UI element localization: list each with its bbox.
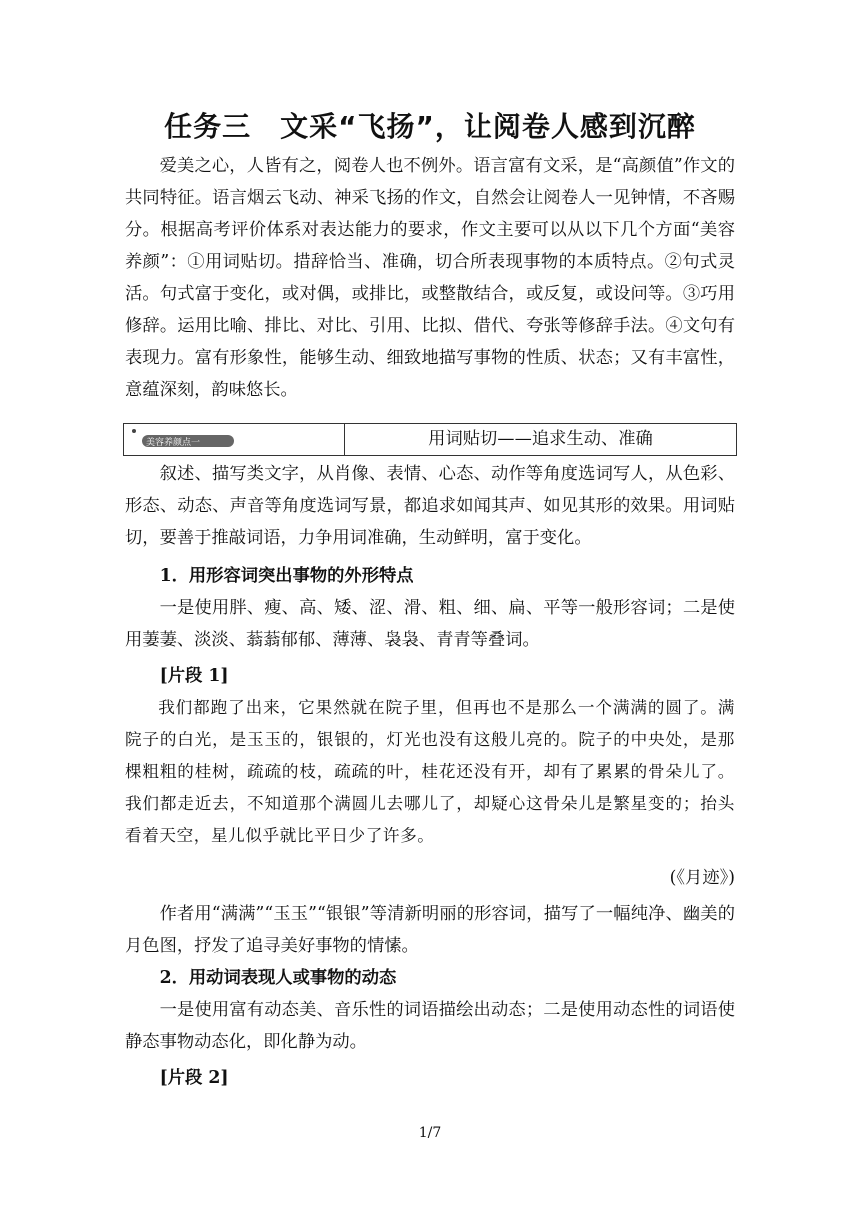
fragment-1-source: (《月迹》) <box>669 868 735 888</box>
section-1-text: 一是使用胖、瘦、高、矮、涩、滑、粗、细、扁、平等一般形容词；二是使用萋萋、淡淡、蓊蓊郁郁、薄薄、袅袅、青青等叠词。 <box>125 598 735 650</box>
intro-paragraph: 爱美之心，人皆有之，阅卷人也不例外。语言富有文采，是“高颜值”作文的共同特征。语言烟云飞动、神采飞扬的作文，自然会让阅卷人一见钟情，不吝赐分。根据高考评价体系对表达能力的要求，作文主要可以从以下几个方面“美容养颜”：①用词贴切。措辞恰当、准确，切合所表现事物的本质特点。②句式灵活。句式富于变化，或对偶，或排比，或整散结合，或反复，或设问等。③巧用修辞。运用比喻、排比、对比、引用、比拟、借代、夸张等修辞手法。④文句有表现力。富有形象性，能够生动、细致地描写事物的性质、状态；又有丰富性，意蕴深刻，韵味悠长。 <box>125 156 735 400</box>
section-2-text: 一是使用富有动态美、音乐性的词语描绘出动态；二是使用动态性的词语使静态事物动态化，即化静为动。 <box>125 1000 735 1052</box>
fragment-2-label: [片段 2] <box>159 1068 229 1088</box>
page-number: 1/7 <box>418 1125 442 1141</box>
svg-text:美容养颜点一: 美容养颜点一 <box>146 438 201 448</box>
page-title: 任务三 文采“飞扬”，让阅卷人感到沉醉 <box>164 110 696 143</box>
section-1-heading: 1．用形容词突出事物的外形特点 <box>159 566 414 586</box>
section-banner <box>123 423 737 456</box>
description-paragraph: 叙述、描写类文字，从肖像、表情、心态、动作等角度选词写人，从色彩、形态、动态、声音等角度选词写景，都追求如闻其声、如见其形的效果。用词贴切，要善于推敲词语，力争用词准确，生动鲜明，富于变化。 <box>125 464 735 548</box>
banner-heading: 用词贴切——追求生动、准确 <box>428 429 653 449</box>
fragment-1-text: 我们都跑了出来，它果然就在院子里，但再也不是那么一个满满的圆了。满院子的白光，是玉玉的，银银的，灯光也没有这般儿亮的。院子的中央处，是那棵粗粗的桂树，疏疏的枝，疏疏的叶，桂花还没有开，却有了累累的骨朵儿了。我们都走近去，不知道那个满圆儿去哪儿了，却疑心这骨朵儿是繁星变的；抬头看着天空，星儿似乎就比平日少了许多。 <box>125 698 735 845</box>
section-2-heading: 2．用动词表现人或事物的动态 <box>159 968 397 988</box>
banner-logo-cell <box>124 424 345 455</box>
fragment-1-label: [片段 1] <box>159 666 229 686</box>
section-badge-icon <box>130 427 336 451</box>
section-1-comment: 作者用“满满”“玉玉”“银银”等清新明丽的形容词，描写了一幅纯净、幽美的月色图，抒发了追寻美好事物的情愫。 <box>125 904 735 956</box>
